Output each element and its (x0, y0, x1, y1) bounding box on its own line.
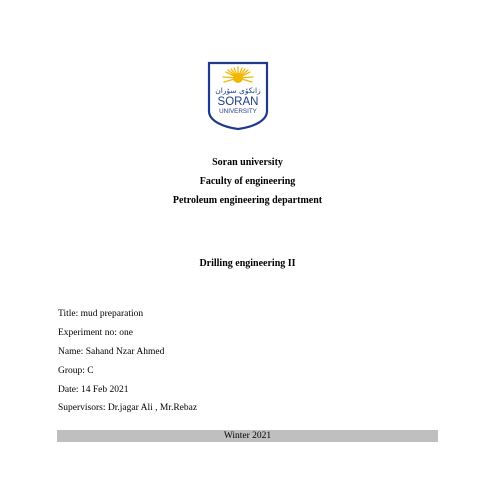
university-name: Soran university (212, 157, 283, 168)
report-title: Title: mud preparation (58, 309, 144, 319)
group-label: Group: C (58, 366, 94, 376)
logo-name-line2: UNIVERSITY (219, 108, 257, 115)
supervisors: Supervisors: Dr.jagar Ali , Mr.Rebaz (58, 403, 198, 413)
experiment-number: Experiment no: one (58, 328, 133, 338)
report-date: Date: 14 Feb 2021 (58, 385, 129, 395)
faculty-name: Faculty of engineering (199, 176, 296, 187)
department-name: Petroleum engineering department (172, 195, 323, 206)
logo-name-line1: SORAN (217, 96, 259, 108)
term-label: Winter 2021 (223, 431, 272, 441)
student-name: Name: Sahand Nzar Ahmed (58, 347, 165, 357)
term-footer-bar (57, 430, 438, 442)
logo-arabic-text: زانكۆى سۆران (215, 86, 261, 95)
university-seal-icon (207, 61, 269, 131)
soran-university-logo (207, 61, 269, 131)
course-title: Drilling engineering II (199, 258, 296, 269)
